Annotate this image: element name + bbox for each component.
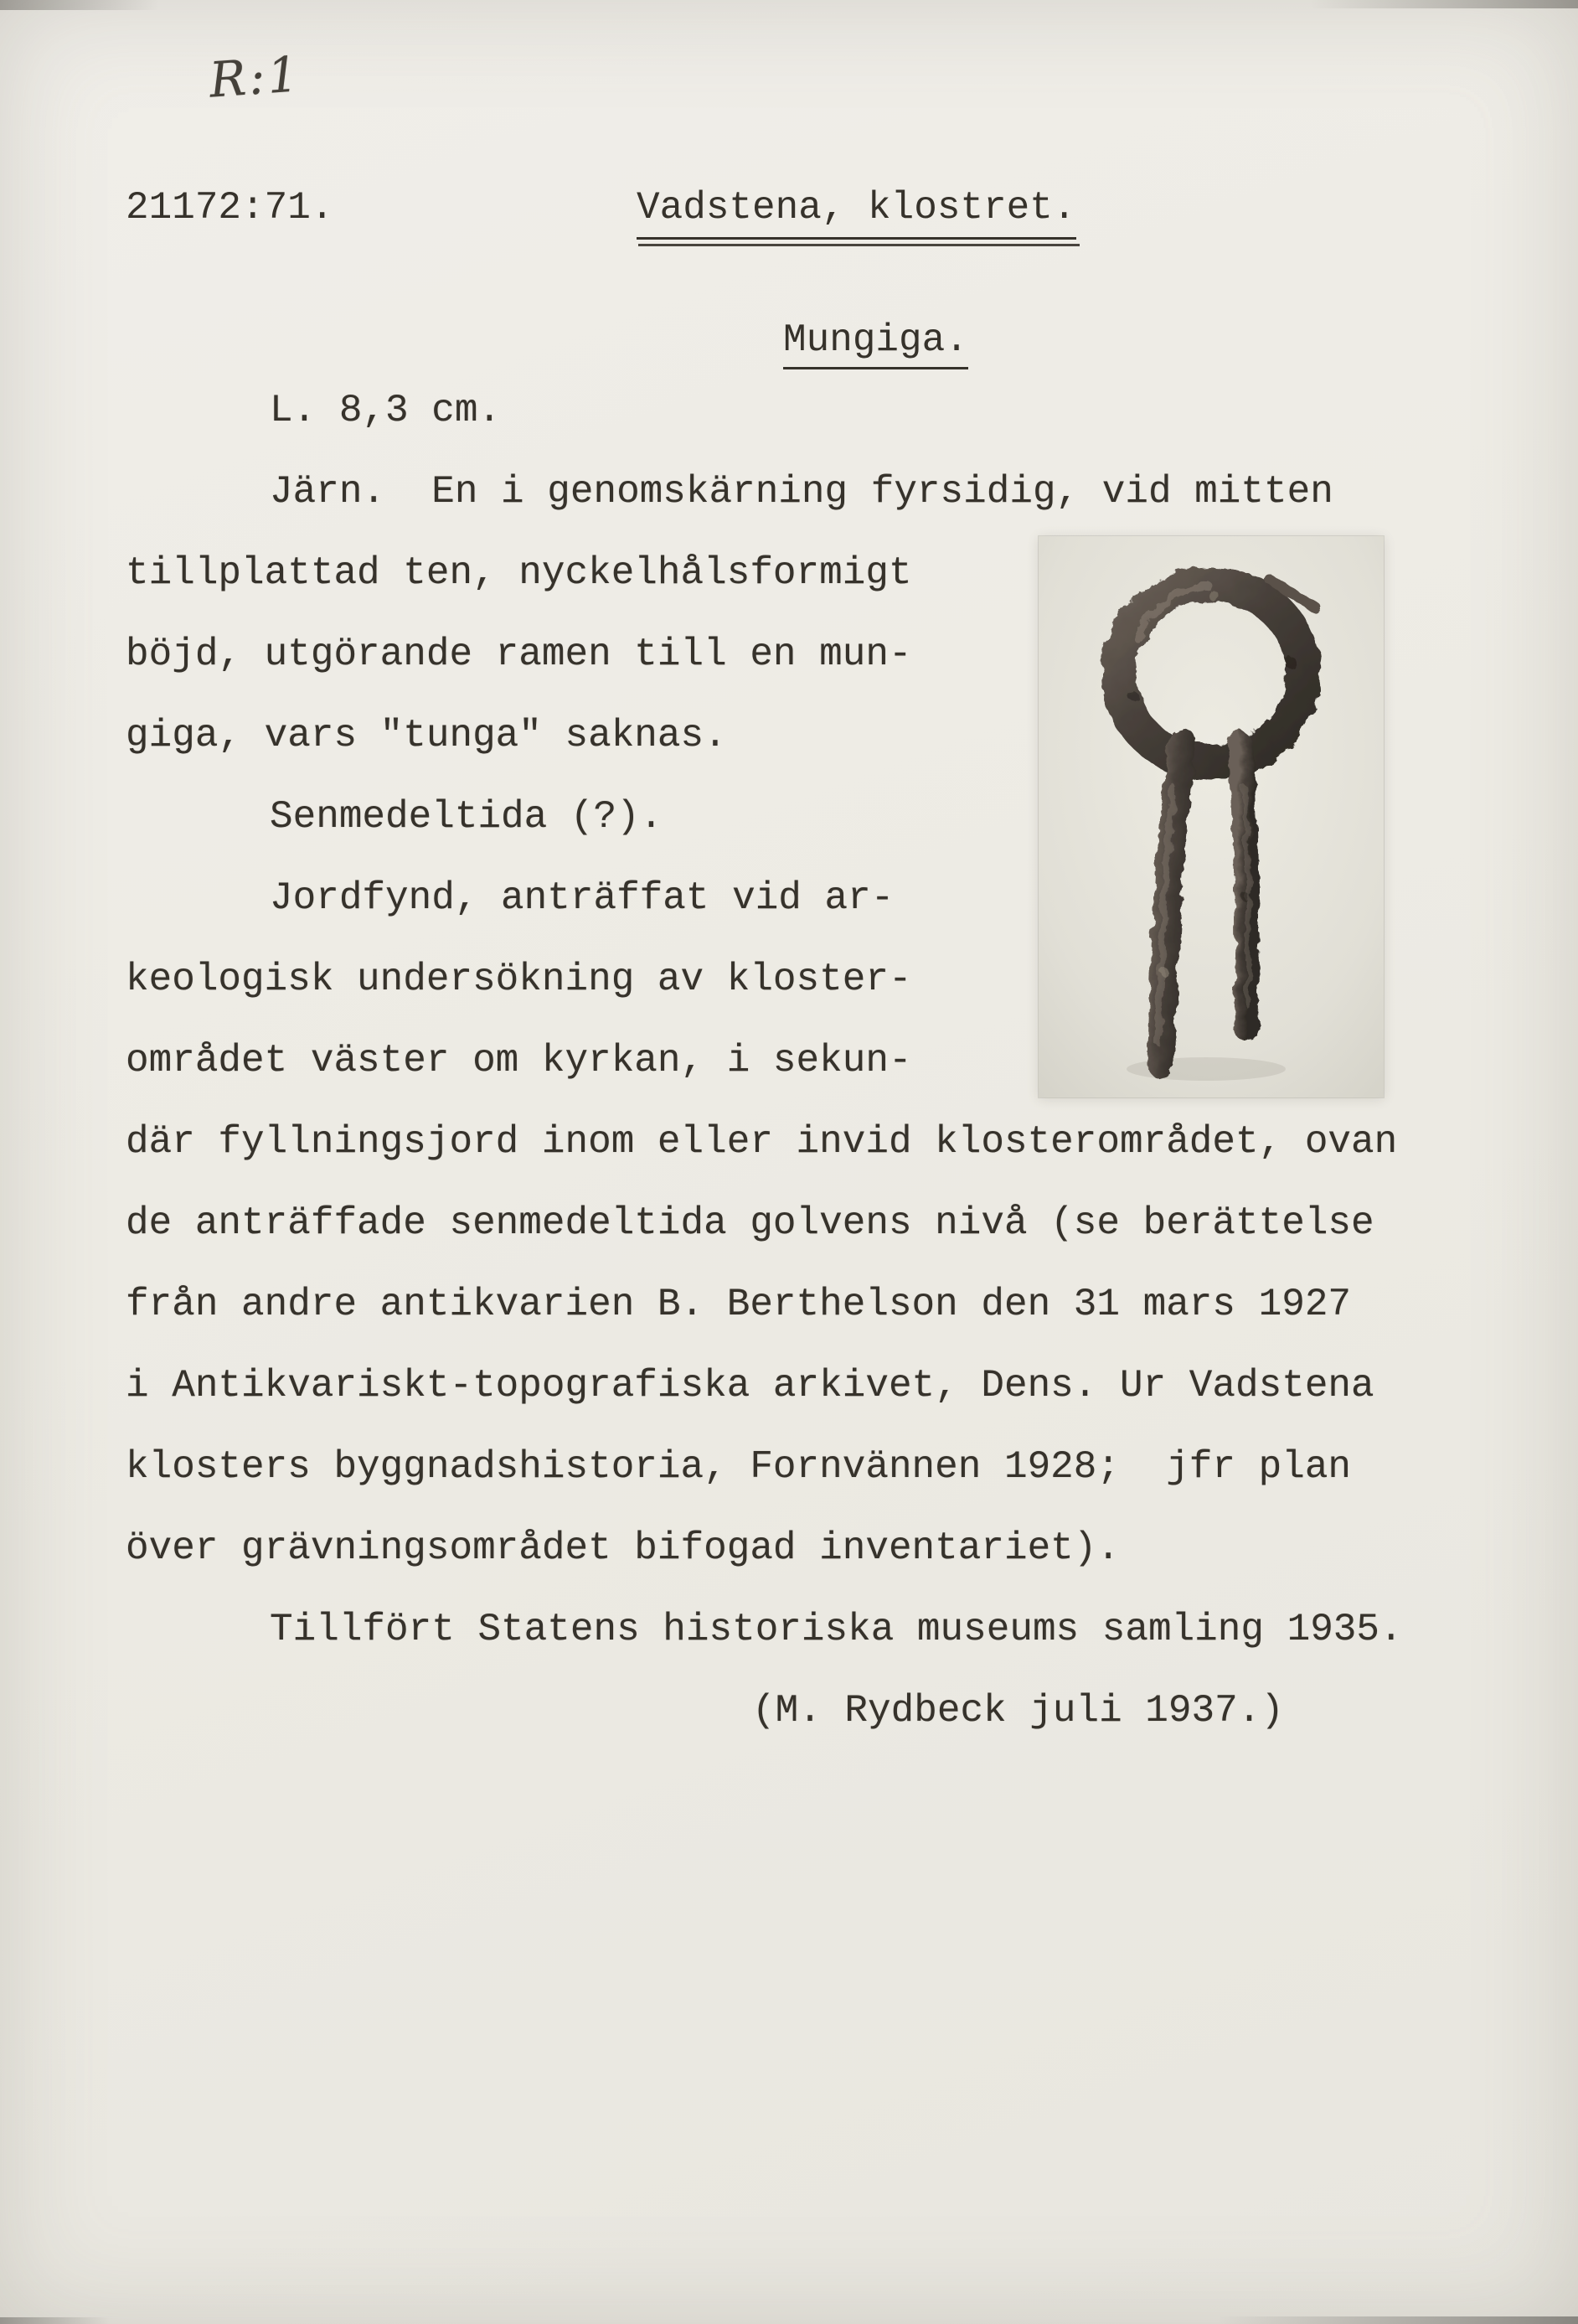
- scan-edge-shadow: [0, 2317, 109, 2324]
- text-line-accession: Tillfört Statens historiska museums samling 1935.: [270, 1608, 1403, 1651]
- corrosion-speck: [1284, 656, 1296, 668]
- text-line: över grävningsområdet bifogad inventariet).: [126, 1526, 1120, 1570]
- inventory-number: 21172:71.: [126, 186, 334, 230]
- text-line: från andre antikvarien B. Berthelson den 31 mars 1927: [126, 1283, 1352, 1326]
- scan-edge-shadow: [1310, 0, 1578, 8]
- page-subtitle: Mungiga.: [783, 318, 968, 369]
- page-title: Vadstena, klostret.: [637, 186, 1076, 240]
- text-line: giga, vars "tunga" saknas.: [126, 714, 727, 757]
- text-line: keologisk undersökning av kloster-: [126, 958, 912, 1001]
- text-line: böjd, utgörande ramen till en mun-: [126, 633, 912, 676]
- text-line-signature: (M. Rydbeck juli 1937.): [752, 1689, 1284, 1733]
- jaw-harp-illustration: [1039, 536, 1384, 1097]
- scan-edge-shadow: [1218, 2316, 1578, 2324]
- text-line: tillplattad ten, nyckelhålsformigt: [126, 551, 912, 595]
- text-line: Järn. En i genomskärning fyrsidig, vid mitten: [270, 470, 1333, 514]
- handwritten-annotation: R:1: [207, 45, 303, 109]
- scan-edge-shadow: [0, 0, 159, 10]
- text-line: i Antikvariskt-topografiska arkivet, Dens. Ur Vadstena: [126, 1364, 1374, 1407]
- text-line: där fyllningsjord inom eller invid klosterområdet, ovan: [126, 1120, 1398, 1164]
- text-line-dating: Senmedeltida (?).: [270, 795, 663, 839]
- corrosion-speck: [1240, 892, 1249, 901]
- corrosion-speck: [1209, 591, 1220, 602]
- text-line: klosters byggnadshistoria, Fornvännen 1928; jfr plan: [126, 1445, 1352, 1489]
- text-line: området väster om kyrkan, i sekun-: [126, 1039, 912, 1082]
- text-line-length: L. 8,3 cm.: [270, 389, 502, 432]
- corrosion-speck: [1127, 690, 1137, 700]
- text-line: de anträffade senmedeltida golvens nivå (se berättelse: [126, 1201, 1374, 1245]
- corrosion-speck: [1160, 968, 1168, 976]
- header: [126, 186, 1469, 270]
- subtitle-row: [783, 318, 968, 369]
- text-line: Jordfynd, anträffat vid ar-: [270, 876, 895, 920]
- artifact-photo: [1039, 536, 1384, 1097]
- photo-background: [1039, 536, 1384, 1097]
